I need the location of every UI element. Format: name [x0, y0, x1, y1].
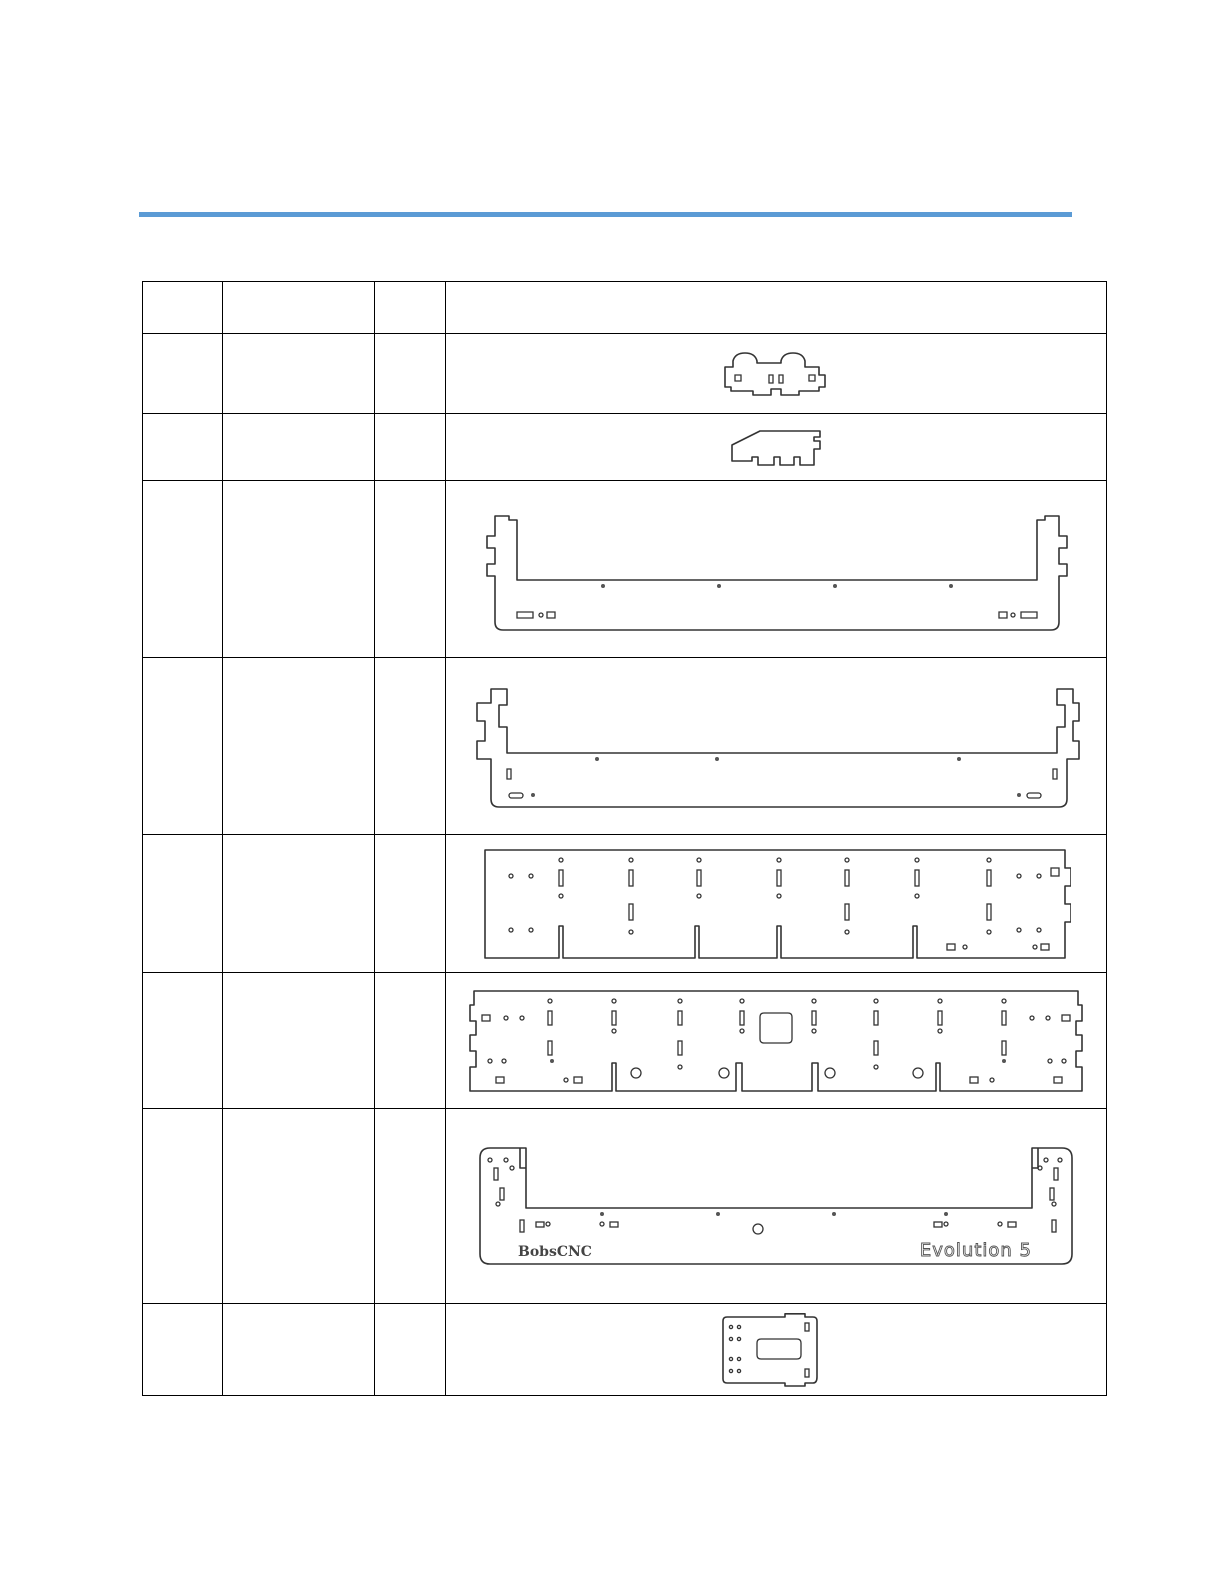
row-cell-3 — [375, 414, 446, 481]
row-cell-1 — [143, 1304, 223, 1396]
front-branded-u-plate-image — [476, 1144, 1076, 1268]
table-row — [143, 1304, 1107, 1396]
table-row — [143, 658, 1107, 835]
small-carriage-plate-image — [721, 1313, 831, 1387]
header-cell-1 — [143, 282, 223, 334]
slotted-gantry-plate-with-window-image — [466, 987, 1086, 1095]
row-cell-1 — [143, 973, 223, 1109]
row-cell-2 — [223, 334, 375, 414]
part-image-cell — [446, 973, 1107, 1109]
bobscnc-logo: BobsCNC — [518, 1244, 592, 1260]
row-cell-3 — [375, 1109, 446, 1304]
row-cell-3 — [375, 334, 446, 414]
table-row — [143, 481, 1107, 658]
part-image-cell — [446, 835, 1107, 973]
header-cell-3 — [375, 282, 446, 334]
row-cell-3 — [375, 1304, 446, 1396]
row-cell-2 — [223, 1109, 375, 1304]
table-row — [143, 334, 1107, 414]
long-u-rail-plate-image — [471, 681, 1081, 811]
row-cell-1 — [143, 1109, 223, 1304]
part-image-cell — [446, 414, 1107, 481]
header-rule — [139, 212, 1072, 217]
row-cell-2 — [223, 973, 375, 1109]
row-cell-3 — [375, 973, 446, 1109]
row-cell-1 — [143, 481, 223, 658]
table-row — [143, 414, 1107, 481]
row-cell-2 — [223, 481, 375, 658]
row-cell-2 — [223, 658, 375, 835]
row-cell-2 — [223, 414, 375, 481]
row-cell-3 — [375, 835, 446, 973]
long-u-rail-plate-thin-image — [481, 504, 1071, 634]
header-cell-4 — [446, 282, 1107, 334]
evolution-5-wordmark: Evolution 5 — [919, 1240, 1032, 1261]
part-image-cell — [446, 1304, 1107, 1396]
part-image-cell — [446, 334, 1107, 414]
row-cell-1 — [143, 658, 223, 835]
row-cell-1 — [143, 414, 223, 481]
row-cell-2 — [223, 1304, 375, 1396]
part-image-cell — [446, 658, 1107, 835]
row-cell-3 — [375, 658, 446, 835]
angled-slotted-bracket-image — [728, 425, 824, 469]
table-row — [143, 1109, 1107, 1304]
table-row — [143, 973, 1107, 1109]
row-cell-3 — [375, 481, 446, 658]
table-row — [143, 835, 1107, 973]
header-cell-2 — [223, 282, 375, 334]
slotted-gantry-plate-image — [481, 846, 1071, 962]
row-cell-2 — [223, 835, 375, 973]
table-header-row — [143, 282, 1107, 334]
row-cell-1 — [143, 334, 223, 414]
small-connector-bracket-image — [721, 349, 831, 399]
part-image-cell — [446, 481, 1107, 658]
parts-table — [142, 281, 1107, 1396]
row-cell-1 — [143, 835, 223, 973]
part-image-cell — [446, 1109, 1107, 1304]
